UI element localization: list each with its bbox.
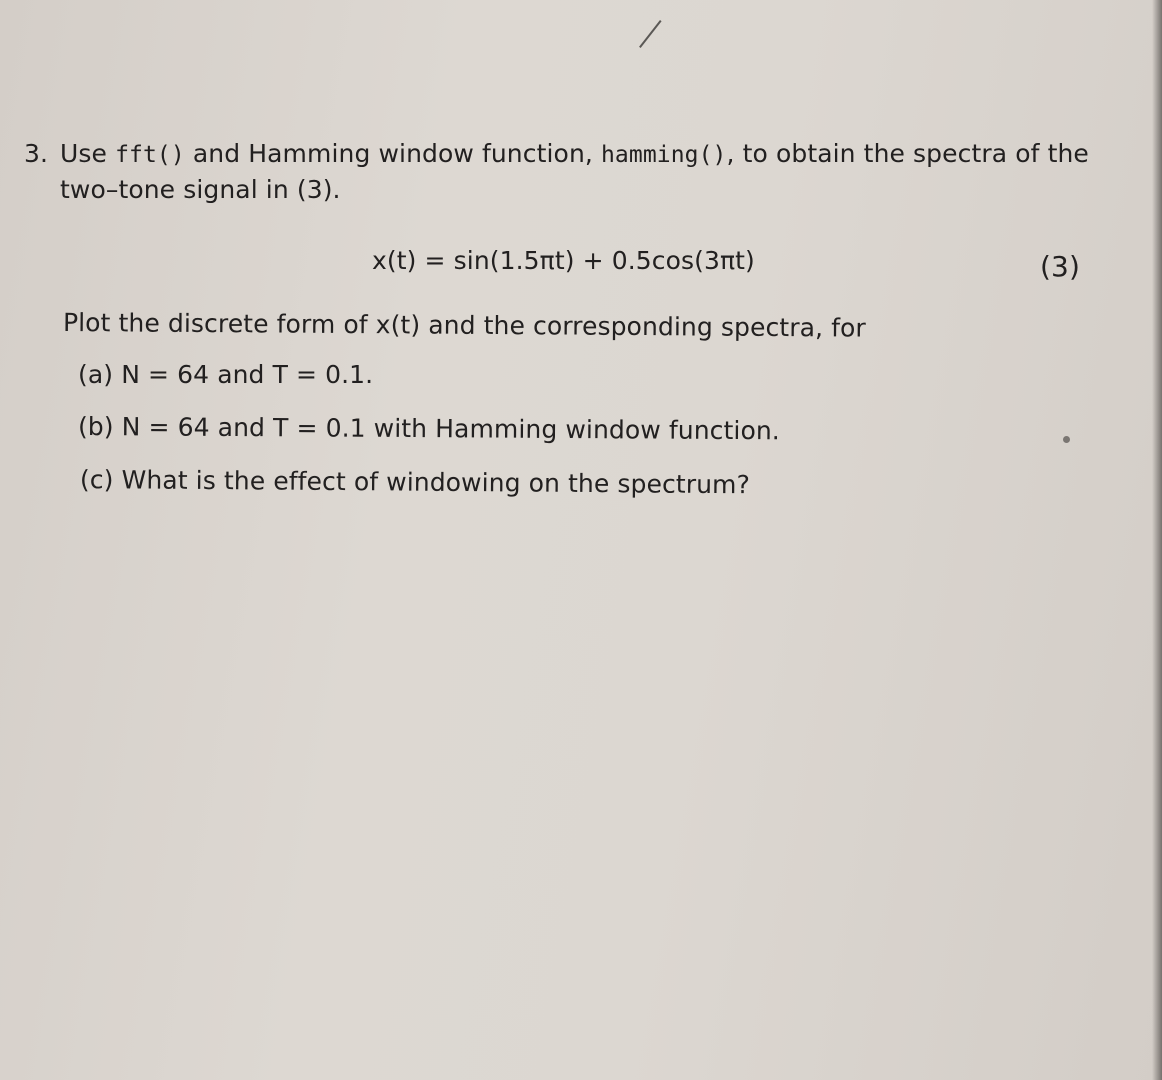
question-line-1-post: , to obtain the spectra of the [726,139,1089,168]
part-b [78,412,780,445]
question-line-1-pre: Use [60,139,116,168]
code-hamming: hamming() [600,142,727,168]
part-c [80,465,750,499]
code-fft: fft() [115,142,185,168]
question-number: 3. [24,139,49,168]
part-b-text: N = 64 and T = 0.1 with Hamming window function. [121,412,780,446]
paper-dot [1063,436,1070,443]
part-c-label: (c) [79,465,114,495]
instruction-text: Plot the discrete form of x(t) and the corresponding spectra, for [62,308,866,343]
part-a-label: (a) [78,360,114,389]
part-b-label: (b) [77,412,114,442]
equation-number: (3) [1040,250,1080,283]
paper-edge-shadow [1152,0,1162,1080]
question-line-1-mid: and Hamming window function, [184,139,601,168]
part-c-text: What is the effect of windowing on the spectrum? [121,465,751,500]
pencil-mark [639,20,662,48]
equation: x(t) = sin(1.5πt) + 0.5cos(3πt) [372,246,755,275]
question-line-1 [60,139,1089,168]
part-a [78,360,373,389]
question-line-2: two–tone signal in (3). [60,175,341,204]
part-a-text: N = 64 and T = 0.1. [121,360,374,389]
